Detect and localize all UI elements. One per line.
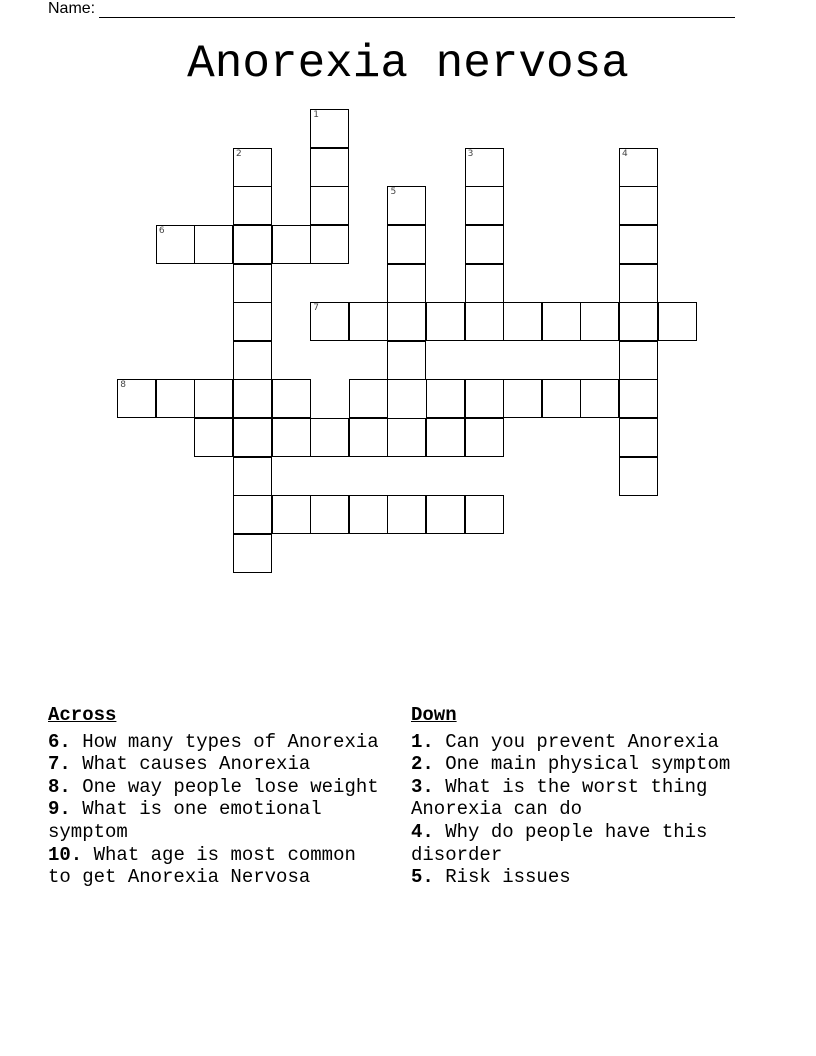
grid-cell[interactable]	[349, 302, 388, 341]
grid-cell[interactable]	[465, 186, 504, 225]
clue-number: 3.	[411, 775, 434, 798]
clue-text: What age is most common to get Anorexia Nervosa	[48, 843, 356, 889]
grid-cell[interactable]	[233, 379, 272, 418]
clue-text: What causes Anorexia	[82, 753, 311, 776]
grid-cell[interactable]	[426, 418, 465, 457]
grid-cell[interactable]	[233, 225, 272, 264]
grid-cell[interactable]	[156, 225, 195, 264]
clue-text: One way people lose weight	[82, 775, 379, 798]
grid-cell[interactable]	[658, 302, 697, 341]
grid-cell[interactable]	[465, 418, 504, 457]
grid-cell[interactable]	[349, 418, 388, 457]
grid-cell[interactable]	[387, 264, 426, 303]
grid-cell[interactable]	[310, 225, 349, 264]
down-clue	[411, 753, 731, 776]
clue-number: 8	[120, 380, 126, 391]
grid-cell[interactable]	[156, 379, 195, 418]
grid-cell[interactable]	[233, 302, 272, 341]
down-clue	[411, 821, 731, 866]
grid-cell[interactable]	[426, 302, 465, 341]
grid-cell[interactable]	[387, 302, 426, 341]
grid-cell[interactable]	[310, 495, 349, 534]
across-clue	[48, 731, 388, 754]
grid-cell[interactable]	[465, 302, 504, 341]
grid-cell[interactable]	[503, 302, 542, 341]
page-title: Anorexia nervosa	[187, 38, 629, 90]
grid-cell[interactable]	[233, 418, 272, 457]
grid-cell[interactable]	[465, 225, 504, 264]
clue-number: 9.	[48, 798, 71, 821]
grid-cell[interactable]	[387, 341, 426, 380]
grid-cell[interactable]	[503, 379, 542, 418]
clue-number: 7.	[48, 753, 71, 776]
grid-cell[interactable]	[387, 225, 426, 264]
down-heading: Down	[411, 704, 457, 726]
grid-cell[interactable]	[349, 379, 388, 418]
grid-cell[interactable]	[233, 264, 272, 303]
clue-text: Risk issues	[445, 866, 571, 889]
across-heading: Across	[48, 704, 117, 726]
grid-cell[interactable]	[619, 457, 658, 496]
clue-number: 5	[390, 187, 397, 198]
name-label: Name:	[48, 0, 96, 17]
clue-number: 6	[158, 226, 165, 237]
grid-cell[interactable]	[619, 225, 658, 264]
down-clue	[411, 776, 731, 821]
grid-cell[interactable]	[619, 341, 658, 380]
grid-cell[interactable]	[580, 302, 619, 341]
grid-cell[interactable]	[542, 302, 581, 341]
clue-number: 1.	[411, 730, 434, 753]
clue-number: 6.	[48, 730, 71, 753]
grid-cell[interactable]	[233, 341, 272, 380]
grid-cell[interactable]	[233, 148, 272, 187]
grid-cell[interactable]	[619, 418, 658, 457]
grid-cell[interactable]	[580, 379, 619, 418]
grid-cell[interactable]	[619, 379, 658, 418]
clue-number: 3	[467, 148, 474, 159]
clue-text: What is one emotional symptom	[48, 798, 322, 843]
grid-cell[interactable]	[310, 109, 349, 148]
grid-cell[interactable]	[465, 379, 504, 418]
grid-cell[interactable]	[465, 495, 504, 534]
down-clue	[411, 731, 731, 754]
across-clue	[48, 753, 388, 776]
clue-number: 7	[313, 303, 319, 314]
grid-cell[interactable]	[387, 495, 426, 534]
clue-number: 4	[622, 148, 628, 159]
across-clue	[48, 798, 388, 843]
clue-number: 1	[313, 110, 319, 121]
clue-number: 8.	[48, 775, 71, 798]
grid-cell[interactable]	[194, 225, 233, 264]
grid-cell[interactable]	[387, 418, 426, 457]
grid-cell[interactable]	[272, 379, 311, 418]
grid-cell[interactable]	[310, 302, 349, 341]
clue-number: 10.	[48, 843, 83, 866]
grid-cell[interactable]	[233, 495, 272, 534]
grid-cell[interactable]	[619, 186, 658, 225]
grid-cell[interactable]	[233, 186, 272, 225]
grid-cell[interactable]	[310, 418, 349, 457]
grid-cell[interactable]	[194, 379, 233, 418]
grid-cell[interactable]	[117, 379, 156, 418]
down-clue	[411, 866, 731, 889]
clue-number: 4.	[411, 820, 434, 843]
clue-text: How many types of Anorexia	[82, 730, 379, 753]
grid-cell[interactable]	[619, 148, 658, 187]
clue-number: 2	[236, 148, 242, 159]
down-clues	[411, 704, 731, 889]
clue-number: 2.	[411, 753, 434, 776]
grid-cell[interactable]	[233, 457, 272, 496]
clue-text: Why do people have this disorder	[411, 820, 708, 866]
across-clue	[48, 844, 388, 889]
grid-cell[interactable]	[465, 264, 504, 303]
grid-cell[interactable]	[310, 186, 349, 225]
grid-cell[interactable]	[349, 495, 388, 534]
clue-text: One main physical symptom	[445, 753, 731, 776]
grid-cell[interactable]	[310, 148, 349, 187]
grid-cell[interactable]	[272, 418, 311, 457]
clue-number: 5.	[411, 866, 434, 889]
across-clue	[48, 776, 388, 799]
grid-cell[interactable]	[272, 495, 311, 534]
grid-cell[interactable]	[233, 534, 272, 573]
grid-cell[interactable]	[542, 379, 581, 418]
grid-cell[interactable]	[619, 302, 658, 341]
grid-cell[interactable]	[194, 418, 233, 457]
across-clues	[48, 704, 388, 889]
grid-cell[interactable]	[465, 148, 504, 187]
grid-cell[interactable]	[387, 186, 426, 225]
grid-cell[interactable]	[426, 379, 465, 418]
grid-cell[interactable]	[619, 264, 658, 303]
grid-cell[interactable]	[272, 225, 311, 264]
clue-text: What is the worst thing Anorexia can do	[411, 775, 708, 821]
clue-text: Can you prevent Anorexia	[445, 730, 719, 753]
grid-cell[interactable]	[426, 495, 465, 534]
